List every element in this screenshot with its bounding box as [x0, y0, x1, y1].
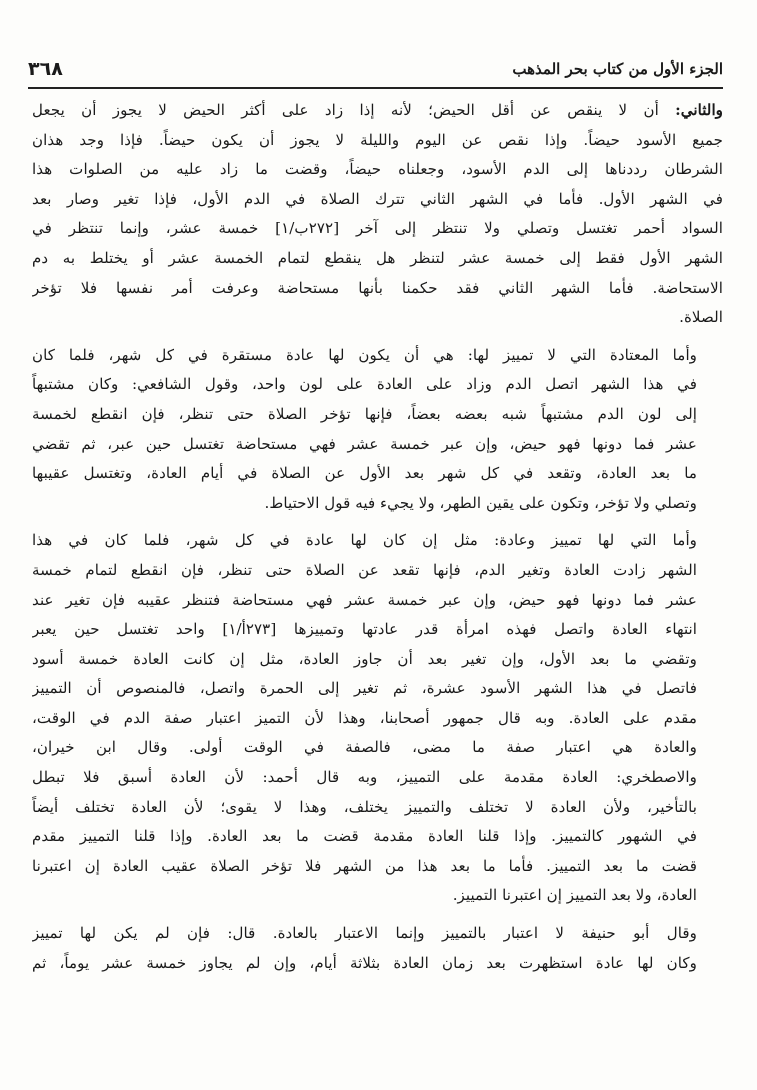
- text-line: والعادة هي اعتبار صفة ما مضى، فالصفة في الوقت أولى. وقال ابن خيران،: [32, 738, 697, 757]
- text-line: جميع الأسود حيضاً. وإذا نقص عن اليوم والليلة لا يجوز أن يكون حيضاً. فإذا وجد هذان: [32, 130, 723, 149]
- running-title: الجزء الأول من كتاب بحر المذهب: [512, 60, 723, 78]
- paragraph: [32, 526, 723, 911]
- text-line: وتصلي ولا تؤخر، وتكون على يقين الطهر، ولا يجيء فيه قول الاحتياط.: [264, 493, 697, 512]
- text-line: العادة، ولا بعد التمييز إن اعتبرنا التمييز.: [452, 886, 697, 905]
- paragraph: [32, 919, 723, 978]
- page-header: [28, 52, 723, 86]
- text-line: عشر فما دونها فهو حيض، وإن عبر خمسة عشر فهي مستحاضة فتنظر عقيبه فإن تغير عند: [32, 590, 697, 609]
- text-line: قضت ما بعد التمييز. فأما ما بعد هذا من الشهر فلا تؤخر الصلاة عقيب العادة إن اعتبرنا: [32, 856, 697, 875]
- text-line: وأما المعتادة التي لا تمييز لها: هي أن يكون لها عادة مستقرة في كل شهر، فلما كان: [32, 345, 697, 364]
- paragraph: [32, 341, 723, 519]
- text-line: السواد أحمر تغتسل وتصلي ولا تنتظر إلى آخر [٢٧٢ب/١] خمسة عشر، وإنما تنتظر في: [32, 219, 723, 238]
- text-line: الشرطان رددناها إلى الدم الأسود، وجعلناه حيضاً، وقضت ما زاد عليه من الصلوات هذا: [32, 160, 723, 179]
- text-line: إلى لون الدم مشتبهاً شبه بعضه بعضاً، فإنها تؤخر الصلاة حتى تنظر، فإن انقطع لخمسة: [32, 404, 697, 423]
- text-line: ما بعد العادة، وتقعد في كل شهر بعد الأول عن الصلاة في أيام العادة، وتغتسل عقيبها: [32, 464, 697, 483]
- text-line: وتقضي ما بعد الأول، وإن تغير بعد أن جاوز العادة، مثل إن كانت العادة خمسة أسود: [32, 649, 697, 668]
- text-line: الصلاة.: [679, 308, 723, 327]
- text-line: وقال أبو حنيفة لا اعتبار بالتمييز وإنما الاعتبار بالعادة. قال: فإن لم يكن لها تمييز: [32, 924, 697, 943]
- page-body: [32, 96, 723, 1078]
- text-line: وكان لها عادة استظهرت بعد زمان العادة بثلاثة أيام، وإن لم يجاوز خمسة عشر يوماً، ثم: [32, 953, 697, 972]
- text-line: في الشهور كالتمييز. وإذا قلنا العادة مقدمة قضت ما بعد العادة. وإذا قلنا التمييز مقدم: [32, 827, 697, 846]
- paragraph-lead: والثاني:: [675, 101, 723, 119]
- paragraph: [32, 96, 723, 333]
- text-line: الاستحاضة. فأما الشهر الثاني فقد حكمنا بأنها مستحاضة وعرفت أمر نفسها فلا تؤخر: [32, 278, 723, 297]
- text-line: الشهر زادت العادة وتغير الدم، فإنها تقعد عن الصلاة حتى تنظر، فإن انقطع لتمام خمسة: [32, 560, 697, 579]
- text-line: فاتصل في هذا الشهر الأسود عشرة، ثم تغير إلى الحمرة واتصل، فالمنصوص أن التمييز: [32, 679, 697, 698]
- text-line: بالتأخير، ولأن العادة لا تختلف والتمييز يختلف، وهذا لا يقوى؛ لأن العادة تختلف أيضاً: [32, 797, 697, 816]
- text-line: في هذا الشهر اتصل الدم وزاد على العادة على لون واحد، وقول الشافعي: وكان مشتبهاً: [32, 375, 697, 394]
- text-line: في الشهر الأول. فأما في الشهر الثاني تترك الصلاة في الدم الأول، فإذا تغير وصار بعد: [32, 189, 723, 208]
- page-number: ٣٦٨: [28, 58, 63, 80]
- text-line: والاصطخري: العادة مقدمة على التمييز، وبه قال أحمد: لأن العادة أسبق فلا تبطل: [32, 768, 697, 787]
- text-line: وأما التي لها تمييز وعادة: مثل إن كان لها عادة في كل شهر، فلما كان في هذا: [32, 531, 697, 550]
- text-line: مقدم على العادة. وبه قال جمهور أصحابنا، وهذا لأن التميز اعتبار صفة الدم في الوقت،: [32, 708, 697, 727]
- text-line: انتهاء العادة واتصل فهذه امرأة قدر عادتها وتمييزها [٢٧٣أ/١] واحد تغتسل حين يعبر: [32, 620, 698, 639]
- text-line: الشهر الأول فقط إلى خمسة عشر لتنظر هل ينقطع لتمام الخمسة عشر أو يختلط به دم: [32, 248, 723, 267]
- text-line: عشر فما دونها فهو حيض، وإن عبر خمسة عشر فهي مستحاضة تغتسل حين عبر، ثم تقضي: [32, 434, 697, 453]
- header-rule: [28, 87, 723, 89]
- text-line: والثاني: أن لا ينقص عن أقل الحيض؛ لأنه إذا زاد على أكثر الحيض لا يجوز أن يجعل: [32, 101, 723, 119]
